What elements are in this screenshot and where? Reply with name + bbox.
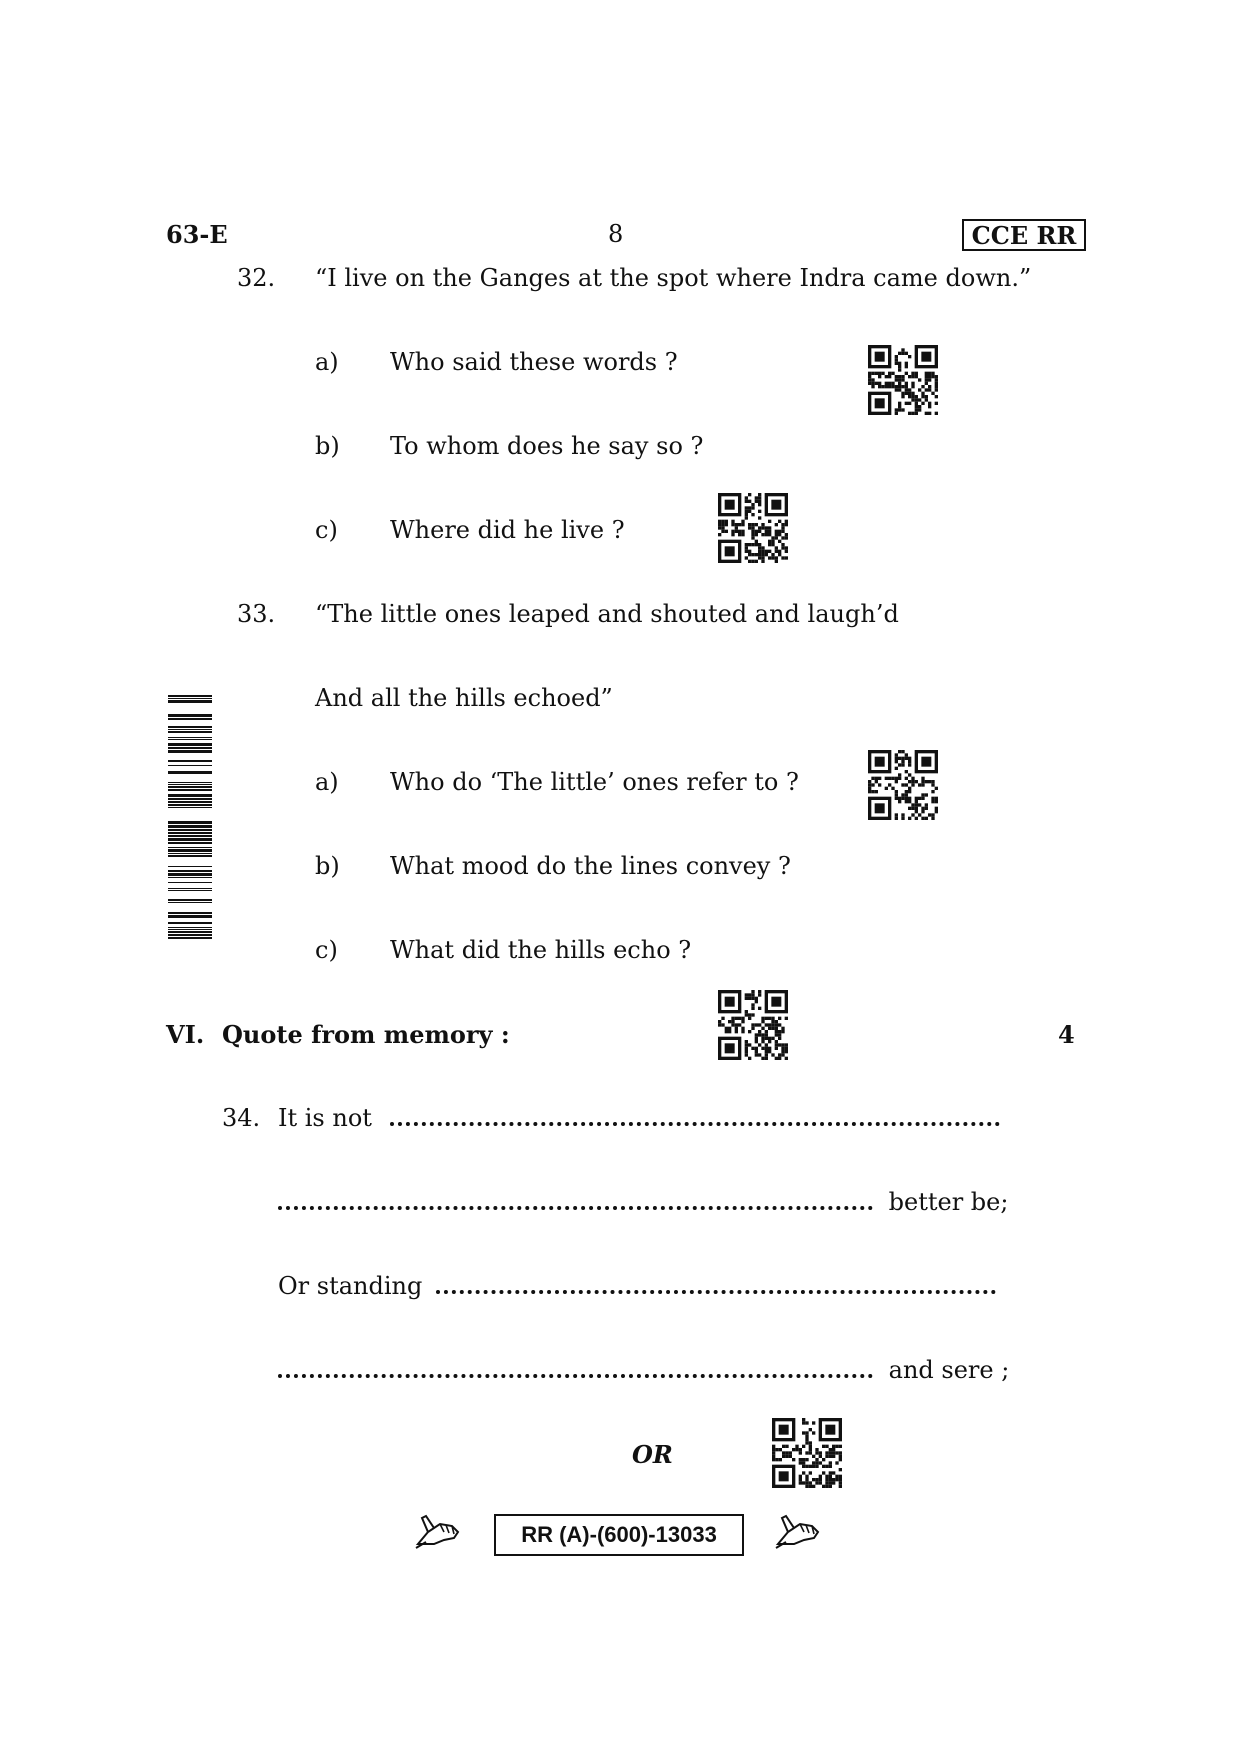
q33-b-text: What mood do the lines convey ?: [390, 852, 791, 880]
q34-line4: [278, 1356, 1009, 1384]
qr-code-icon: [718, 493, 788, 563]
paper-code: 63-E: [166, 220, 228, 249]
answer-blank[interactable]: [436, 1290, 996, 1294]
q33-number: 33.: [237, 600, 276, 628]
q32-c-label: c): [315, 516, 338, 544]
q32-a-label: a): [315, 348, 339, 376]
q34-line2: [278, 1188, 1008, 1216]
qr-code-icon: [868, 750, 938, 820]
section-numeral: VI.: [166, 1020, 205, 1049]
qr-code-icon: [718, 990, 788, 1060]
or-label: OR: [632, 1440, 673, 1469]
page-number: 8: [608, 220, 624, 248]
q33-a-text: Who do ‘The little’ ones refer to ?: [390, 768, 799, 796]
writing-hand-icon: [414, 1510, 462, 1550]
writing-hand-icon: [774, 1510, 822, 1550]
series-box: CCE RR: [962, 219, 1086, 251]
q33-quote-line1: “The little ones leaped and shouted and laugh’d: [315, 600, 899, 628]
q32-b-text: To whom does he say so ?: [390, 432, 704, 460]
q32-quote: “I live on the Ganges at the spot where Indra came down.”: [315, 264, 1032, 292]
q34-number: 34.: [222, 1104, 261, 1132]
section-marks: 4: [1058, 1020, 1075, 1049]
answer-blank[interactable]: [390, 1122, 1000, 1126]
q32-number: 32.: [237, 264, 276, 292]
q33-a-label: a): [315, 768, 339, 796]
qr-code-icon: [868, 345, 938, 415]
q33-b-label: b): [315, 852, 340, 880]
q34-line3: [278, 1272, 996, 1300]
q33-quote-line2: And all the hills echoed”: [315, 684, 613, 712]
q34-line1-text: It is not: [278, 1104, 372, 1132]
q34-line4-text: and sere ;: [888, 1356, 1010, 1384]
barcode-icon: [168, 695, 212, 939]
section-title: Quote from memory :: [222, 1020, 510, 1049]
qr-code-icon: [772, 1418, 842, 1488]
q32-c-text: Where did he live ?: [390, 516, 625, 544]
q32-b-label: b): [315, 432, 340, 460]
q34-line2-text: better be;: [888, 1188, 1009, 1216]
answer-blank[interactable]: [278, 1374, 873, 1378]
q33-c-label: c): [315, 936, 338, 964]
q34-line1: [278, 1104, 1000, 1132]
q32-a-text: Who said these words ?: [390, 348, 678, 376]
q33-c-text: What did the hills echo ?: [390, 936, 692, 964]
footer-code-box: RR (A)-(600)-13033: [494, 1514, 744, 1556]
q34-line3-text: Or standing: [278, 1272, 423, 1300]
answer-blank[interactable]: [278, 1206, 873, 1210]
